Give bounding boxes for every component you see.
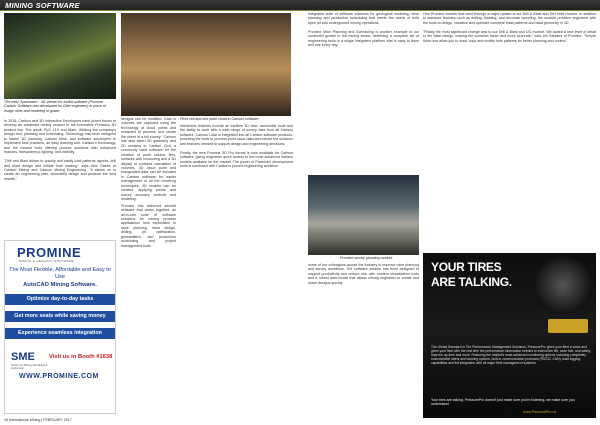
ad-footer-text: Your tires are talking. PressurePro doesn't just make sure you're listening, we make sure you understand. bbox=[431, 398, 575, 406]
page-footer: 16 International Mining | FEBRUARY 2017 bbox=[4, 418, 72, 422]
ad-headline-1: YOUR TIRES bbox=[431, 260, 502, 274]
article-text: flexible, affordable, and easy to use for multiple needs. Following a long history of collaboration, the company has developed an integrated suite of software solutions for geological modeling, mine planning and production scheduling that meets the needs of both open pit and underground mining operations. Promine Mine Planning and Scheduling is another example of our continued growth in the mining sector, delivering a complete set of engineering tools in a single integrated platform that is easy to learn and use every day. bbox=[308, 3, 419, 48]
software-screenshot-image bbox=[4, 13, 116, 99]
sme-logo: SME bbox=[11, 351, 35, 363]
pressurepro-advertisement[interactable] bbox=[423, 253, 596, 418]
article-column-5 bbox=[423, 3, 596, 249]
article-column-4b bbox=[308, 263, 419, 413]
promine-tagline: The Most Flexible, Affordable and Easy to Use bbox=[9, 267, 111, 280]
ad-headline-2: ARE TALKING. bbox=[431, 275, 512, 289]
promine-band-1: Optimize day-to-day tasks bbox=[5, 294, 115, 305]
article-column-2 bbox=[121, 117, 176, 414]
article-text: some of our colleagues across the industry to improve mine planning and survey workflows. The software module has been designed to support productivity and reduce risk, with modern visualization tools and a robust data model that allows mining engineers to create and share designs quickly. bbox=[308, 263, 419, 285]
article-text: designs can be modified. Data in volumes are captured using the technology of cloud points and extracted to process and create the sheet of a full survey." Carlson has also taken 3D geometry and 2D sections in Carlson Civil, a commonly used software for the creation of point volume files, surfaces with contouring and a 3D display of surfaces calculation of volumes. 3D cloud point and triangulated data can be included in Carlson software for easier management of all the modeling techniques. 3D models can be created, applying points and survey accuracy controls and modeling. bbox=[121, 117, 176, 202]
caption-planning-module: Promine survey planning module bbox=[340, 256, 393, 260]
article-column-4 bbox=[308, 3, 419, 173]
article-text: will make our users' day-to-day easier." One Promine module that went through a major update is our Drill & Blast and Drill Hole module. In addition to standard features such as drilling, blasting, and accurate reporting, the module provides engineers with the tools to design, visualize and optimize complete blast patterns and blast geometry in 3D. "Finally the most significant change was to our Drill & Blast and UG module. We added a new level of detail to the blast design, making the workflow faster and more accurate," said Jim Sanders of Promine. "Simple tools now allow you to draw, copy and modify hole patterns for better planning and control." bbox=[423, 3, 596, 43]
booth-number: Visit us in Booth #1638 bbox=[49, 354, 113, 360]
caption-cloud-point: Pivot cell and one point cloud in Carlson software bbox=[180, 117, 259, 121]
ad-body-text: The Global Standard in Tire Performance Management Solutions, PressurePro gives your fleet a voice and gives your fleet with the real time tire performance information needed to extend tire life, save fuel, and safety. Improve up-time and more. Featuring the market's most advanced monitoring options including completely customizable alerts and warning options, built-in communication protocols (RS232, CAN), data logging capabilities and full integration with all major fleet management systems. bbox=[431, 345, 591, 366]
promine-subtitle: MINING & GEOLOGY SOFTWARE bbox=[19, 259, 74, 263]
article-text: Promine has delivered several software that works together, an all-in-one suite of software solutions for mining process applications from exploration to mine planning, mine design, drilling, pit optimization, geostatistics, and production scheduling and project management tools. bbox=[121, 203, 176, 248]
article-text: Interactive features include an intuitive 3D view, accessible tools and the ability to work with a wide range of survey data from all Carlson software. Carlson Lidar is integrated into all Carlson software products, providing the tools to process point cloud data and extract the surfaces and features needed to support design and engineering decisions. Finally, the new Promine 3D Pro format is now available for Carlson software, giving engineers quick access to the most advanced surface models available on the market. The power of Promine's development tools is combined with Carlson's proven engineering workflow. bbox=[180, 124, 293, 169]
promine-logo: PROMINE bbox=[17, 245, 82, 260]
promine-tagline-2: AutoCAD Mining Software. bbox=[23, 282, 97, 288]
cloud-point-image bbox=[121, 13, 291, 116]
pressurepro-logo-badge bbox=[548, 319, 588, 333]
promine-url-link[interactable]: WWW.PROMINE.COM bbox=[19, 373, 99, 380]
planning-module-image bbox=[308, 175, 419, 255]
tire-image bbox=[533, 256, 593, 314]
article-column-3 bbox=[180, 124, 293, 414]
promine-band-2: Get more seats while saving money bbox=[5, 311, 115, 322]
caption-software-viewer: The new* Sparrowtm - 3D Viewer for toolkit software (Promine Carlson Software now developed for Gibe engineers) in place of image mine and modeling of grade. bbox=[4, 100, 106, 113]
pressurepro-url-link[interactable]: www.PressurePro.us bbox=[523, 410, 557, 414]
article-text: In 2016, Carlson and 3D Interactive Developers have joined forces to develop an advanced mining product to the Innovative Precision 3D product line. The result, PyG 13.0 and Niant. Utilizing the company's design tool, planning and scheduling. Technology has been designed to further 3D planning, Carlson Mine, and software developers to implement best practices, an easy learning tool. Carlson's technology, and the newest tools offering product solutions with enhanced features, transparency, lighting, and visibility. "Drill and Blast allows to quickly and easily load patterns layouts, drill and blast design and initiate hole loading," says Alex Gasior at Carlson Mining and Carlson Mining Engineering. "It allows us to create an engineering plan, accurately design and produce the best results." bbox=[4, 119, 116, 181]
promine-advertisement[interactable] bbox=[4, 240, 116, 414]
section-title: MINING SOFTWARE bbox=[5, 1, 80, 10]
promine-band-3: Experience seamless integration bbox=[5, 328, 115, 339]
sme-subtitle: Society for Mining, Metallurgy & Exploration bbox=[11, 364, 48, 371]
article-column-1 bbox=[4, 119, 116, 237]
